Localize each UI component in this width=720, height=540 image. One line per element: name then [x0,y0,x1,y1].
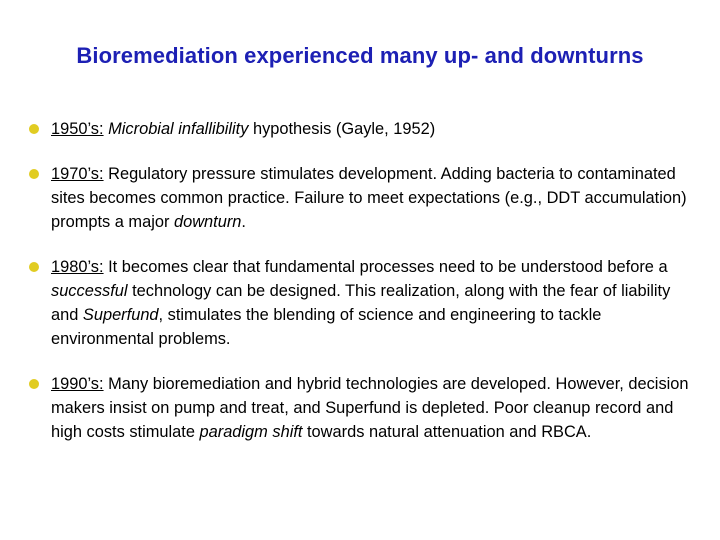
bullet-emphasis: Superfund [82,306,159,324]
bullet-emphasis: successful [51,282,128,300]
bullet-1950s [28,117,698,141]
bullet-text: towards natural attenuation and RBCA. [302,423,592,441]
bullet-1970s [28,162,698,234]
bullet-label: 1990’s: [51,375,104,393]
bullet-emphasis: paradigm shift [199,423,303,441]
bullet-text: hypothesis (Gayle, 1952) [248,120,436,138]
bullet-label: 1970’s: [51,165,104,183]
bullet-text: , stimulates the blending of science and engineering to tackle environmental problems. [51,306,602,348]
bullet-text: technology can be designed. This realization, along with the fear of liability and [51,282,671,324]
bullet-dot-icon [29,169,39,179]
bullet-dot-icon [29,262,39,272]
bullet-text: It becomes clear that fundamental processes need to be understood before a [103,258,668,276]
bullet-emphasis: downturn [173,213,242,231]
slide-title: Bioremediation experienced many up- and downturns [76,43,644,68]
bullet-label: 1950’s: [51,120,104,138]
bullet-dot-icon [29,124,39,134]
bullet-text: . [241,213,246,231]
bullet-emphasis: Microbial infallibility [108,120,249,138]
bullet-list [28,117,698,444]
bullet-1990s [28,372,698,444]
bullet-dot-icon [29,379,39,389]
bullet-text: Many bioremediation and hybrid technologies are developed. However, decision makers insist on pump and treat, and Superfund is depleted. Poor cleanup record and high costs stimulate [51,375,689,441]
bullet-label: 1980’s: [51,258,104,276]
bullet-text: Regulatory pressure stimulates development. Adding bacteria to contaminated sites becomes common practice. Failure to meet expectations (e.g., DDT accumulation) prompts a major [51,165,687,231]
bullet-1980s [28,255,698,351]
